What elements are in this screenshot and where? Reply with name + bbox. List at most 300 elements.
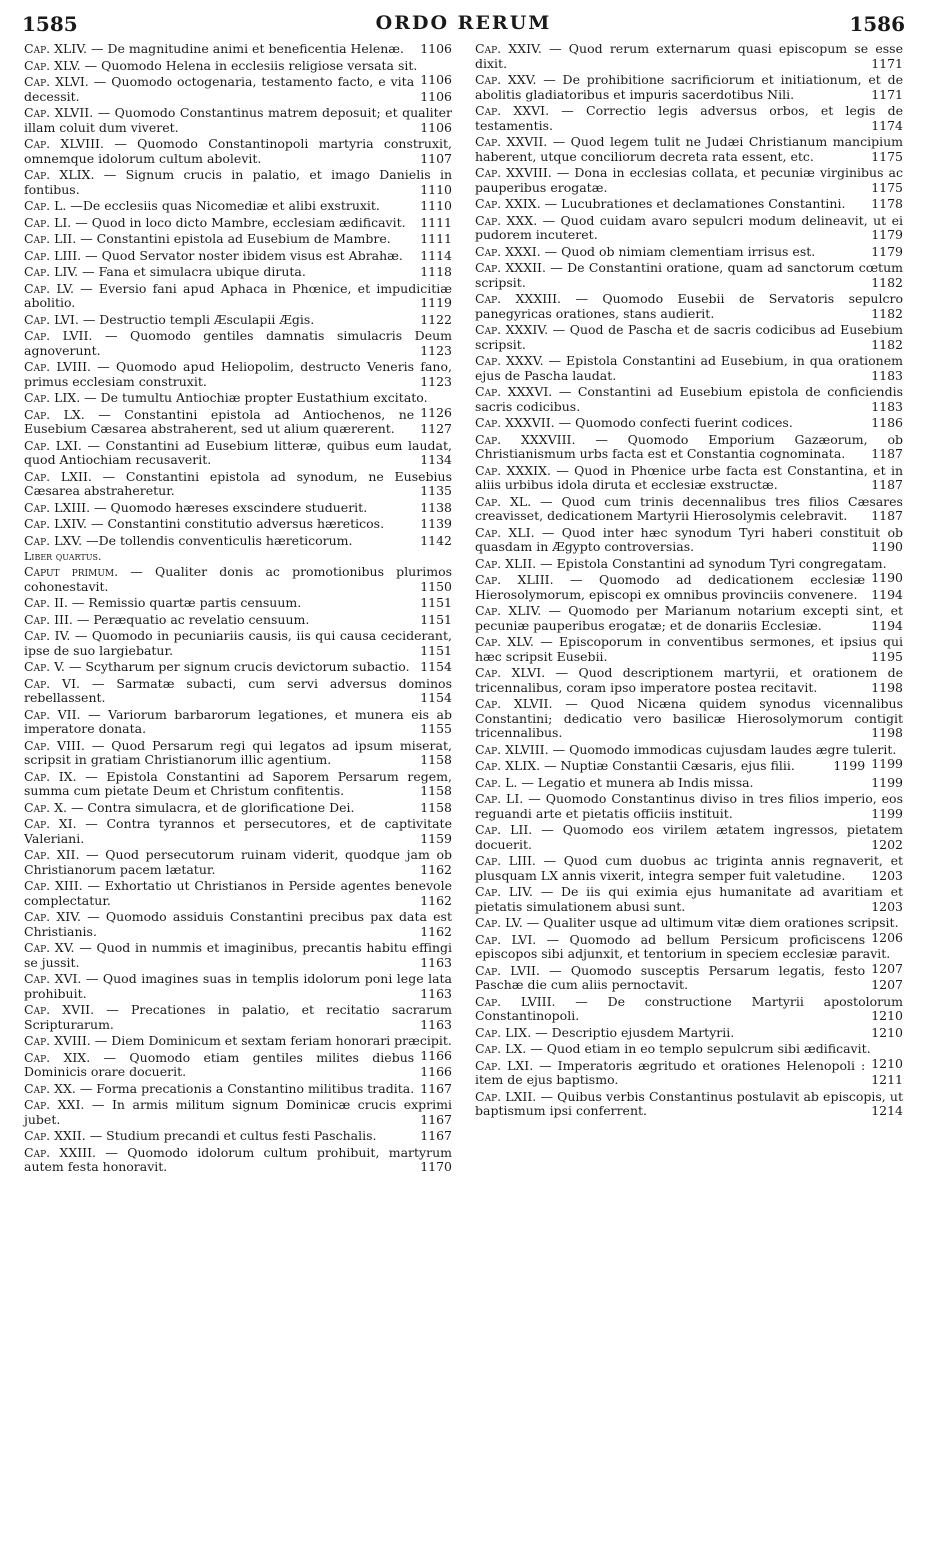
column-reference: 1107: [420, 150, 452, 166]
toc-entry: [24, 534, 452, 549]
toc-entry: [24, 817, 452, 846]
chapter-title: — Dona in ecclesias collata, et pecuniæ virginibus ac pauperibus erogatæ.: [475, 165, 903, 195]
chapter-number: Cap. LII.: [24, 231, 77, 246]
chapter-number: Cap. XXXIV.: [475, 322, 549, 337]
column-reference: 1106: [420, 72, 452, 87]
chapter-title: — Quomodo octogenaria, testamento facto, e vita decessit.: [24, 74, 415, 104]
column-reference: 1194: [871, 617, 903, 633]
chapter-title: — Quod in nummis et imaginibus, precantis habitu effingi se jussit.: [24, 940, 452, 970]
chapter-title: — Descriptio ejusdem Martyrii.: [535, 1024, 735, 1040]
column-reference: 1162: [420, 892, 452, 908]
toc-entry: [24, 1146, 452, 1175]
column-reference: 1159: [420, 830, 452, 846]
column-reference: 1183: [871, 398, 903, 414]
toc-entry: [475, 635, 903, 664]
column-reference: 1154: [420, 659, 452, 674]
chapter-number: Cap. IX.: [24, 768, 77, 784]
column-reference: 1127: [420, 421, 452, 436]
chapter-title: — Quomodo eos virilem ætatem ingressos, pietatem docuerit.: [475, 822, 903, 852]
chapter-title: — Quomodo ad dedicationem ecclesiæ Hierosolymorum, episcopi ex omnibus provinciis convenere.: [475, 572, 866, 602]
column-reference: 1182: [871, 274, 903, 290]
chapter-title: — Quod cuidam avaro sepulcri modum delineavit, ut ei pudorem incuteret.: [475, 212, 903, 242]
chapter-title: — Quod cum trinis decennalibus tres filios Cæsares creavisset, dedicationem Martyrii Hierosolymis celebravit.: [475, 493, 903, 523]
column-reference: 1163: [420, 985, 452, 1001]
column-reference: 1194: [871, 586, 903, 602]
chapter-title: — Precationes in palatio, et recitatio sacrarum Scripturarum.: [24, 1002, 453, 1032]
column-reference: 1122: [420, 311, 452, 327]
column-reference: 1163: [420, 954, 452, 970]
column-reference: 1158: [420, 752, 452, 767]
chapter-number: Cap. XXXVIII.: [475, 431, 576, 447]
chapter-number: Cap. LV.: [24, 280, 74, 296]
chapter-title: — Quod in Phœnice urbe facta est Constantina, et in aliis urbibus idola diruta et ecclesiæ exstructæ.: [475, 462, 903, 492]
chapter-title: — Quod etiam in eo templo sepulcrum sibi ædificavit.: [530, 1041, 871, 1056]
chapter-title: — De prohibitione sacrificiorum et initiationum, et de abolitis gladiatoribus et impuris sacerdotibus Nili.: [475, 72, 903, 102]
column-reference: 1135: [420, 483, 452, 498]
chapter-number: Cap. XLVI.: [475, 665, 546, 680]
left-column: [24, 42, 452, 1177]
chapter-title: — Quomodo ad bellum Persicum proficiscens episcopos sibi adjunxit, et tentorium in speciem ecclesiæ paravit.: [475, 931, 891, 961]
chapter-number: Cap. XLIV.: [475, 603, 542, 618]
column-reference: 1174: [871, 117, 903, 133]
toc-entry: [24, 739, 452, 768]
chapter-number: Cap. XXXVII.: [475, 415, 555, 430]
column-reference: 1162: [420, 923, 452, 939]
column-reference: 1134: [420, 452, 452, 467]
toc-entry: [475, 526, 903, 555]
toc-entry: [475, 42, 903, 71]
column-reference: 1214: [871, 1103, 903, 1118]
chapter-number: Cap. XVI.: [24, 971, 82, 986]
chapter-title: — Nuptiæ Constantii Cæsaris, ejus filii.: [544, 758, 795, 773]
column-reference: 1167: [420, 1128, 452, 1143]
column-reference: 1202: [871, 836, 903, 852]
toc-entry: [475, 960, 903, 993]
toc-entry: [475, 885, 903, 914]
chapter-title: — Quomodo in pecuniariis causis, iis qui causa ceciderant, ipse de suo largiebatur.: [24, 628, 452, 658]
chapter-number: Cap. XXIV.: [475, 41, 542, 56]
column-reference: 1203: [871, 867, 903, 883]
column-reference: 1182: [871, 305, 903, 321]
chapter-title: —De ecclesiis quas Nicomediæ et alibi exstruxit.: [70, 198, 380, 213]
chapter-number: Cap. LXIII.: [24, 499, 91, 515]
toc-entry: [24, 660, 452, 675]
column-reference: 1183: [871, 367, 903, 383]
chapter-title: — Quomodo gentiles damnatis simulacris Deum agnoverunt.: [24, 328, 452, 358]
column-reference: 1190: [871, 570, 903, 585]
chapter-title: — Qualiter usque ad ultimum vitæ diem orationes scripsit.: [526, 915, 899, 930]
chapter-title: — Forma precationis a Constantino militibus tradita.: [79, 1080, 415, 1096]
chapter-number: Cap. LIX.: [24, 390, 81, 405]
toc-entry: [475, 776, 903, 791]
chapter-number: Cap. LVIII.: [24, 359, 91, 374]
chapter-number: Cap. XLIX.: [475, 758, 541, 773]
toc-entry: [24, 501, 452, 516]
chapter-number: Cap. LXI.: [475, 1057, 534, 1073]
chapter-title: — Fana et simulacra ubique diruta.: [82, 264, 306, 279]
chapter-title: — Quomodo Eusebii de Servatoris sepulcro panegyricas orationes, stans audierit.: [475, 291, 903, 321]
column-reference: 1123: [420, 373, 452, 389]
column-reference: 1182: [871, 336, 903, 352]
chapter-number: Cap. LV.: [475, 915, 523, 930]
chapter-number: Cap. XIV.: [24, 909, 81, 924]
toc-entry: [24, 282, 452, 311]
column-reference: 1126: [420, 404, 452, 420]
chapter-number: Caput primum.: [24, 564, 119, 579]
column-reference: 1203: [871, 898, 903, 914]
toc-entry: [24, 439, 452, 468]
chapter-number: Cap. LXV.: [24, 532, 83, 548]
chapter-title: — Quomodo hæreses exscindere studuerit.: [94, 499, 368, 515]
column-reference: 1199: [871, 774, 903, 790]
toc-entry: [475, 261, 903, 290]
chapter-number: Cap. LIX.: [475, 1024, 532, 1040]
chapter-title: — Contra simulacra, et de glorificatione Dei.: [70, 799, 355, 815]
chapter-number: Cap. XLIII.: [475, 572, 554, 587]
chapter-number: Cap. XLV.: [24, 57, 81, 73]
chapter-title: — Quomodo Emporium Gazæorum, ob Christianismum urbs facta est et Constantia cognominata.: [475, 431, 903, 461]
column-reference: 1114: [420, 247, 452, 263]
chapter-title: — Scytharum per signum crucis devictorum subactio.: [68, 659, 410, 674]
chapter-title: — Peræquatio ac revelatio censuum.: [76, 611, 310, 627]
toc-entry: [475, 104, 903, 133]
chapter-number: Cap. XLIV.: [24, 41, 88, 56]
toc-entry: [24, 596, 452, 611]
chapter-title: — Epistola Constantini ad synodum Tyri congregatam.: [540, 555, 887, 571]
column-reference: 1199: [833, 758, 866, 773]
chapter-title: — Quomodo immodicas cujusdam laudes ægre tulerit.: [552, 741, 897, 757]
chapter-title: — Correctio legis adversus orbos, et legis de testamentis.: [475, 103, 903, 133]
chapter-number: Cap. II.: [24, 595, 68, 610]
toc-entry: [24, 249, 452, 264]
column-reference: 1171: [871, 55, 903, 71]
chapter-title: — Quomodo per Marianum notarium excepti sint, et pecuniæ pauperibus erogatæ; et de donariis Ecclesiæ.: [475, 603, 903, 633]
toc-entry: [24, 404, 452, 437]
column-reference: 1190: [871, 539, 903, 554]
chapter-number: Cap. LX.: [24, 406, 85, 422]
toc-entry: [475, 292, 903, 321]
chapter-number: Cap. XII.: [24, 847, 80, 862]
chapter-number: Cap. VIII.: [24, 737, 85, 753]
toc-entry: [24, 972, 452, 1001]
chapter-number: Cap. LI.: [24, 214, 72, 230]
column-reference: 1166: [420, 1047, 452, 1063]
toc-entry: [475, 697, 903, 741]
toc-entry: [24, 848, 452, 877]
column-reference: 1166: [420, 1064, 452, 1079]
chapter-title: — Epistola Constantini ad Saporem Persarum regem, summa cum pietate Deum et Christum confitentis.: [24, 768, 452, 798]
chapter-number: Cap. XXXVI.: [475, 384, 553, 399]
column-reference: 1207: [871, 977, 903, 992]
chapter-title: — Quod Persarum regi qui legatos ad ipsum miserat, scripsit in gratiam Christianorum illic agentium.: [24, 737, 452, 767]
chapter-title: — Studium precandi et cultus festi Paschalis.: [89, 1128, 377, 1143]
toc-entry: [475, 73, 903, 102]
chapter-title: — Quod Nicæna quidem synodus vicennalibus Constantini; dedicatio vero basilicæ Hierosolymorum contigit tricennalibus.: [475, 696, 903, 740]
column-reference: 1170: [420, 1159, 452, 1174]
column-reference: 1199: [871, 756, 903, 771]
column-reference: 1195: [871, 648, 903, 664]
toc-entry: [24, 941, 452, 970]
column-reference: 1206: [871, 929, 903, 945]
column-reference: 1155: [420, 721, 452, 736]
chapter-number: Cap. XXII.: [24, 1128, 86, 1143]
chapter-number: Cap. LXII.: [475, 1088, 537, 1104]
chapter-number: Cap. LIII.: [24, 247, 82, 263]
toc-entry: [475, 1090, 903, 1119]
toc-entry: [24, 329, 452, 358]
chapter-title: — Imperatoris ægritudo et orationes Helenopoli : item de ejus baptismo.: [475, 1057, 866, 1087]
toc-entry: [475, 323, 903, 352]
column-reference: 1167: [420, 1080, 452, 1096]
chapter-number: Cap. XLVIII.: [475, 741, 549, 757]
chapter-number: Cap. XV.: [24, 940, 75, 955]
chapter-number: Cap. XXXI.: [475, 243, 541, 259]
chapter-number: Cap. L.: [24, 198, 67, 213]
toc-entry: [475, 197, 903, 212]
chapter-number: Cap. XIII.: [24, 878, 83, 893]
chapter-number: Cap. XLVII.: [24, 105, 94, 120]
chapter-title: — Quomodo Constantinus matrem deposuit; et qualiter illam coluit dum viveret.: [24, 105, 452, 135]
chapter-number: Cap. XXXIX.: [475, 462, 551, 478]
toc-entry: [475, 1026, 903, 1041]
chapter-number: Cap. LI.: [475, 791, 524, 806]
toc-entry: [24, 232, 452, 247]
chapter-number: Cap. XXXV.: [475, 353, 544, 368]
chapter-number: Cap. III.: [24, 611, 73, 627]
chapter-title: — Quomodo assiduis Constantini precibus pax data est Christianis.: [24, 909, 452, 939]
column-reference: 1179: [871, 243, 903, 259]
toc-entry: [24, 42, 452, 57]
right-column: [475, 42, 903, 1121]
toc-entry: [475, 604, 903, 633]
chapter-number: Cap. XXX.: [475, 212, 538, 228]
chapter-number: Cap. XXVII.: [475, 134, 548, 149]
column-reference: 1210: [871, 1024, 903, 1040]
column-reference: 1106: [420, 88, 452, 104]
column-reference: 1110: [420, 181, 452, 197]
column-reference: 1210: [871, 1055, 903, 1071]
toc-entry: [475, 854, 903, 883]
column-reference: 1154: [420, 690, 452, 705]
toc-entry: [475, 570, 903, 602]
chapter-title: — Signum crucis in palatio, et imago Danielis in fontibus.: [24, 167, 452, 197]
column-reference: 1179: [871, 227, 903, 242]
chapter-number: Cap. LIV.: [475, 884, 533, 899]
chapter-number: Cap. XIX.: [24, 1049, 91, 1065]
toc-entry: [24, 313, 452, 328]
chapter-title: — Epistola Constantini ad Eusebium, in qua orationem ejus de Pascha laudat.: [475, 353, 903, 383]
toc-entry: [24, 470, 452, 499]
toc-entry: [24, 72, 452, 104]
column-reference: 1118: [420, 264, 452, 279]
toc-entry: [24, 1129, 452, 1144]
toc-entry: [24, 565, 452, 594]
running-title: ORDO RERUM: [375, 12, 552, 34]
chapter-title: — Remissio quartæ partis censuum.: [71, 595, 302, 610]
column-reference: 1187: [871, 508, 903, 523]
right-page-number: 1586: [849, 12, 905, 36]
toc-entry: [475, 1055, 903, 1088]
chapter-title: — Exhortatio ut Christianos in Perside agentes benevole complectatur.: [24, 878, 452, 908]
toc-entry: [475, 495, 903, 524]
chapter-number: Cap. LVII.: [475, 962, 540, 978]
chapter-title: — Quod imagines suas in templis idolorum poni lege lata prohibuit.: [24, 971, 452, 1001]
chapter-number: Cap. XVIII.: [24, 1033, 91, 1048]
column-reference: 1211: [871, 1072, 903, 1087]
chapter-number: Cap. IV.: [24, 628, 71, 643]
chapter-title: — De magnitudine animi et beneficentia Helenæ.: [91, 41, 404, 56]
toc-entry: [475, 135, 903, 164]
column-reference: 1162: [420, 861, 452, 877]
column-reference: 1106: [420, 119, 452, 135]
chapter-title: — De iis qui eximia ejus humanitate ad avaritiam et pietatis simulationem abusi sunt.: [475, 884, 903, 914]
chapter-number: Cap. LVIII.: [475, 993, 556, 1009]
chapter-title: — Quod Servator noster ibidem visus est Abrahæ.: [85, 247, 403, 263]
toc-entry: [24, 708, 452, 737]
chapter-title: — Quomodo etiam gentiles milites diebus Dominicis orare docuerit.: [24, 1049, 415, 1079]
chapter-title: — Quod ob nimiam clementiam irrisus est.: [544, 243, 816, 259]
chapter-number: Cap. XLV.: [475, 634, 534, 649]
toc-entry: [24, 1098, 452, 1127]
chapter-title: — De tumultu Antiochiæ propter Eustathium excitato.: [84, 390, 428, 405]
chapter-number: Cap. VI.: [24, 675, 80, 691]
chapter-title: — Legatio et munera ab Indis missa.: [521, 774, 754, 790]
chapter-number: Cap. XI.: [24, 816, 77, 831]
toc-entry: [24, 168, 452, 197]
chapter-number: Cap. LIV.: [24, 264, 79, 279]
chapter-title: — Quomodo confecti fuerint codices.: [558, 415, 793, 430]
chapter-number: Cap. XXV.: [475, 72, 537, 87]
toc-entry: [475, 214, 903, 243]
chapter-title: — Quod persecutorum ruinam viderit, quodque jam ob Christianorum pacem lætatur.: [24, 847, 452, 877]
chapter-title: — Quomodo apud Heliopolim, destructo Veneris fano, primus ecclesiam construxit.: [24, 359, 452, 389]
chapter-title: — Quomodo Constantinopoli martyria construxit, omnemque idolorum cultum abolevit.: [24, 136, 452, 166]
column-reference: 1186: [871, 415, 903, 430]
chapter-number: Cap. LXI.: [24, 437, 82, 453]
column-reference: 1110: [420, 198, 452, 213]
toc-entry: [475, 166, 903, 195]
chapter-title: — Lucubrationes et declamationes Constantini.: [544, 196, 846, 211]
chapter-title: — Quod inter hæc synodum Tyri haberi constituit ob quasdam in Ægypto controversias.: [475, 524, 903, 554]
column-reference: 1138: [420, 499, 452, 515]
chapter-title: — Quod descriptionem martyrii, et orationem de tricennalibus, coram ipso imperatore postea recitavit.: [475, 665, 903, 695]
toc-entry: [24, 199, 452, 214]
toc-entry: [24, 801, 452, 816]
column-reference: 1142: [420, 532, 452, 548]
chapter-number: Cap. XL.: [475, 493, 532, 509]
toc-entry: [475, 464, 903, 493]
toc-entry: [24, 360, 452, 389]
column-reference: 1210: [871, 1008, 903, 1023]
chapter-title: — Destructio templi Æsculapii Ægis.: [82, 311, 315, 327]
toc-entry: [475, 433, 903, 462]
chapter-number: Cap. XLIX.: [24, 167, 95, 182]
chapter-number: Cap. XXXIII.: [475, 291, 562, 306]
chapter-title: — De Constantini oratione, quam ad sanctorum cœtum scripsit.: [475, 260, 903, 290]
chapter-title: — Quibus verbis Constantinus postulavit ab episcopis, ut baptismum ipsi conferrent.: [475, 1088, 903, 1118]
chapter-title: —De tollendis conventiculis hæreticorum.: [86, 532, 353, 548]
chapter-title: — De constructione Martyrii apostolorum Constantinopoli.: [475, 993, 903, 1023]
toc-entry: [24, 879, 452, 908]
book-heading: Liber quartus.: [24, 550, 102, 563]
chapter-title: — Quod rerum externarum quasi episcopum se esse dixit.: [475, 41, 903, 71]
toc-entry: [475, 416, 903, 431]
column-reference: 1175: [871, 148, 903, 164]
toc-entry: [475, 666, 903, 695]
chapter-title: — Constantini epistola ad Antiochenos, ne Eusebium Cæsarea abstraherent, sed ut alium quærerent.: [24, 406, 415, 436]
chapter-number: Cap. L.: [475, 774, 518, 790]
chapter-number: Cap. XX.: [24, 1080, 76, 1096]
chapter-number: Cap. XXI.: [24, 1097, 85, 1112]
column-reference: 1167: [420, 1111, 452, 1127]
toc-entry: [24, 1047, 452, 1080]
chapter-title: — Episcoporum in conventibus sermones, et ipsius qui hæc scripsit Eusebii.: [475, 634, 904, 664]
toc-entry: [475, 792, 903, 821]
toc-entry: [475, 245, 903, 260]
toc-entry: [475, 385, 903, 414]
column-reference: 1175: [871, 179, 903, 195]
column-reference: 1198: [871, 725, 903, 740]
toc-entry: [24, 137, 452, 166]
toc-entry: [24, 910, 452, 939]
chapter-title: — Quomodo susceptis Persarum legatis, festo Paschæ die cum aliis pernoctavit.: [475, 962, 866, 992]
chapter-title: — Sarmatæ subacti, cum servi adversus dominos rebellassent.: [24, 675, 452, 705]
toc-entry: [475, 756, 903, 774]
chapter-title: — Quod in loco dicto Mambre, ecclesiam ædificavit.: [75, 214, 406, 230]
toc-entry: [24, 265, 452, 280]
chapter-number: Cap. LXIV.: [24, 516, 88, 531]
chapter-number: Cap. XLII.: [475, 555, 537, 571]
column-reference: 1150: [420, 578, 452, 594]
toc-entry: [24, 517, 452, 532]
chapter-title: — Quod cum duobus ac triginta annis regnaverit, et plusquam LX annis vixerit, integra semper fuit valetudine.: [475, 853, 903, 883]
column-reference: 1111: [420, 214, 452, 230]
toc-entry: [24, 1003, 452, 1032]
toc-entry: [24, 1082, 452, 1097]
column-reference: 1187: [871, 446, 903, 461]
chapter-number: Cap. X.: [24, 799, 67, 815]
column-reference: 1119: [420, 295, 452, 310]
column-reference: 1199: [871, 805, 903, 821]
chapter-number: Cap. XXVIII.: [475, 165, 552, 180]
column-reference: 1106: [420, 41, 452, 56]
chapter-number: Cap. XXXII.: [475, 260, 546, 275]
chapter-title: — Quomodo idolorum cultum prohibuit, martyrum autem festa honoravit.: [24, 1144, 452, 1174]
chapter-number: Cap. XXIX.: [475, 196, 541, 211]
column-reference: 1171: [871, 86, 903, 102]
column-reference: 1151: [420, 642, 452, 658]
column-reference: 1158: [420, 783, 452, 798]
chapter-title: — Constantini ad Eusebium epistola de conficiendis sacris codicibus.: [475, 384, 903, 414]
chapter-number: Cap. XLVII.: [475, 696, 553, 711]
page-header: [22, 12, 905, 40]
chapter-title: — Contra tyrannos et persecutores, et de captivitate Valeriani.: [24, 816, 452, 846]
chapter-title: — Eversio fani apud Aphaca in Phœnice, et impudicitiæ abolitio.: [24, 280, 452, 310]
left-page-number: 1585: [22, 12, 78, 36]
toc-entry: [475, 995, 903, 1024]
chapter-number: Cap. LVI.: [475, 931, 537, 947]
chapter-number: Cap. LX.: [475, 1041, 527, 1056]
chapter-title: — Constantini epistola ad Eusebium de Mambre.: [80, 231, 391, 246]
toc-entry: [24, 629, 452, 658]
toc-entry: [24, 216, 452, 231]
column-reference: 1163: [420, 1016, 452, 1032]
chapter-number: Cap. LIII.: [475, 853, 536, 868]
column-reference: 1158: [420, 799, 452, 815]
chapter-number: Cap. VII.: [24, 706, 81, 722]
chapter-number: Cap. XLI.: [475, 524, 535, 540]
column-reference: 1151: [420, 611, 452, 627]
